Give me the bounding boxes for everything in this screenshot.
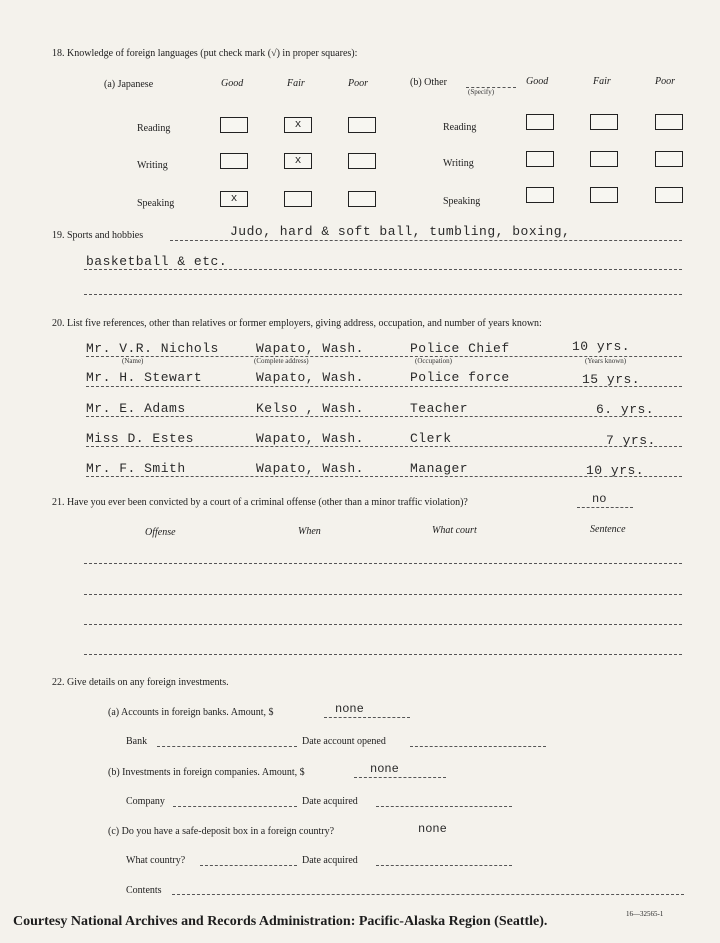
bank-amount-answer: none [335,702,364,716]
reference-line-3[interactable] [86,416,682,417]
ref-3-address: Kelso , Wash. [256,401,364,416]
bank-line[interactable] [157,746,297,747]
checkbox-other-speaking-fair[interactable] [590,187,618,203]
conviction-answer: no [592,492,607,506]
checkbox-other-speaking-good[interactable] [526,187,554,203]
ref-1-occupation: Police Chief [410,341,510,356]
caption-years: (Years known) [585,357,627,365]
ref-2-occupation: Police force [410,370,510,385]
hobbies-answer-2: basketball & etc. [86,254,228,269]
checkbox-other-reading-poor[interactable] [655,114,683,130]
header-poor-right: Poor [655,76,675,87]
hobbies-line-2[interactable] [84,269,682,270]
q22-c-label: (c) Do you have a safe-deposit box in a foreign country? [108,826,335,837]
row-writing-right: Writing [443,158,474,169]
checkbox-reading-poor[interactable] [348,117,376,133]
reference-line-4[interactable] [86,446,682,447]
q19-title: 19. Sports and hobbies [52,230,144,241]
checkbox-speaking-good[interactable]: x [220,191,248,207]
caption-address: (Complete address) [254,357,309,365]
checkbox-other-speaking-poor[interactable] [655,187,683,203]
header-good-left: Good [221,78,244,89]
q18-b-label: (b) Other [410,77,447,88]
date-acquired-label: Date acquired [302,796,358,807]
conviction-answer-line[interactable] [577,507,633,508]
hobbies-answer-1: Judo, hard & soft ball, tumbling, boxing, [230,224,571,239]
hobbies-line-3[interactable] [84,294,682,295]
header-poor-left: Poor [348,78,368,89]
safe-deposit-answer: none [418,822,447,836]
company-line[interactable] [173,806,297,807]
ref-3-occupation: Teacher [410,401,469,416]
form-number: 16—32565-1 [626,910,664,918]
header-what-court: What court [432,525,477,536]
offense-line-3[interactable] [84,624,682,625]
date-opened-label: Date account opened [302,736,386,747]
checkbox-other-writing-poor[interactable] [655,151,683,167]
q18-a-label: (a) Japanese [104,79,154,90]
offense-line-1[interactable] [84,563,682,564]
header-fair-left: Fair [287,78,305,89]
date-acquired-line[interactable] [376,806,512,807]
header-when: When [298,526,321,537]
bank-amount-line[interactable] [324,717,410,718]
ref-1-years: 10 yrs. [572,339,631,354]
row-reading-left: Reading [137,123,171,134]
investment-amount-line[interactable] [354,777,446,778]
investment-amount-answer: none [370,762,399,776]
checkbox-other-writing-fair[interactable] [590,151,618,167]
ref-5-address: Wapato, Wash. [256,461,364,476]
checkbox-speaking-fair[interactable] [284,191,312,207]
q22-title: 22. Give details on any foreign investments. [52,677,229,688]
ref-2-name: Mr. H. Stewart [86,370,203,385]
ref-2-address: Wapato, Wash. [256,370,364,385]
offense-line-2[interactable] [84,594,682,595]
q18-title: 18. Knowledge of foreign languages (put check mark (√) in proper squares): [52,48,358,59]
q22-b-label: (b) Investments in foreign companies. Amount, $ [108,767,305,778]
caption-name: (Name) [122,357,144,365]
checkbox-writing-fair[interactable]: x [284,153,312,169]
row-speaking-left: Speaking [137,198,175,209]
what-country-label: What country? [126,855,186,866]
header-sentence: Sentence [590,524,626,535]
q22-a-label: (a) Accounts in foreign banks. Amount, $ [108,707,274,718]
checkbox-other-reading-fair[interactable] [590,114,618,130]
offense-line-4[interactable] [84,654,682,655]
ref-4-occupation: Clerk [410,431,452,446]
what-country-line[interactable] [200,865,297,866]
checkbox-other-reading-good[interactable] [526,114,554,130]
ref-3-name: Mr. E. Adams [86,401,186,416]
checkbox-speaking-poor[interactable] [348,191,376,207]
ref-1-name: Mr. V.R. Nichols [86,341,219,356]
contents-line[interactable] [172,894,684,895]
header-offense: Offense [145,527,176,538]
ref-4-address: Wapato, Wash. [256,431,364,446]
q21-title: 21. Have you ever been convicted by a court of a criminal offense (other than a minor traffic violation)? [52,497,468,508]
hobbies-line-1[interactable] [170,240,682,241]
caption-occupation: (Occupation) [415,357,452,365]
company-label: Company [126,796,165,807]
ref-4-years: 7 yrs. [606,433,656,448]
checkbox-other-writing-good[interactable] [526,151,554,167]
archive-credit: Courtesy National Archives and Records Administration: Pacific-Alaska Region (Seattle). [13,914,548,929]
ref-2-years: 15 yrs. [582,372,641,387]
row-speaking-right: Speaking [443,196,481,207]
ref-5-years: 10 yrs. [586,463,645,478]
bank-label: Bank [126,736,148,747]
ref-3-years: 6. yrs. [596,402,655,417]
row-writing-left: Writing [137,160,168,171]
date-acquired-2-line[interactable] [376,865,512,866]
q20-title: 20. List five references, other than relatives or former employers, giving address, occupation, and number of years known: [52,318,542,329]
ref-4-name: Miss D. Estes [86,431,194,446]
contents-label: Contents [126,885,162,896]
ref-5-name: Mr. F. Smith [86,461,186,476]
row-reading-right: Reading [443,122,477,133]
checkbox-reading-good[interactable] [220,117,248,133]
ref-1-address: Wapato, Wash. [256,341,364,356]
checkbox-writing-good[interactable] [220,153,248,169]
checkbox-reading-fair[interactable]: x [284,117,312,133]
date-acquired-2-label: Date acquired [302,855,358,866]
header-fair-right: Fair [593,76,611,87]
ref-5-occupation: Manager [410,461,469,476]
header-good-right: Good [526,76,549,87]
specify-caption: (Specify) [468,88,495,96]
date-opened-line[interactable] [410,746,546,747]
checkbox-writing-poor[interactable] [348,153,376,169]
